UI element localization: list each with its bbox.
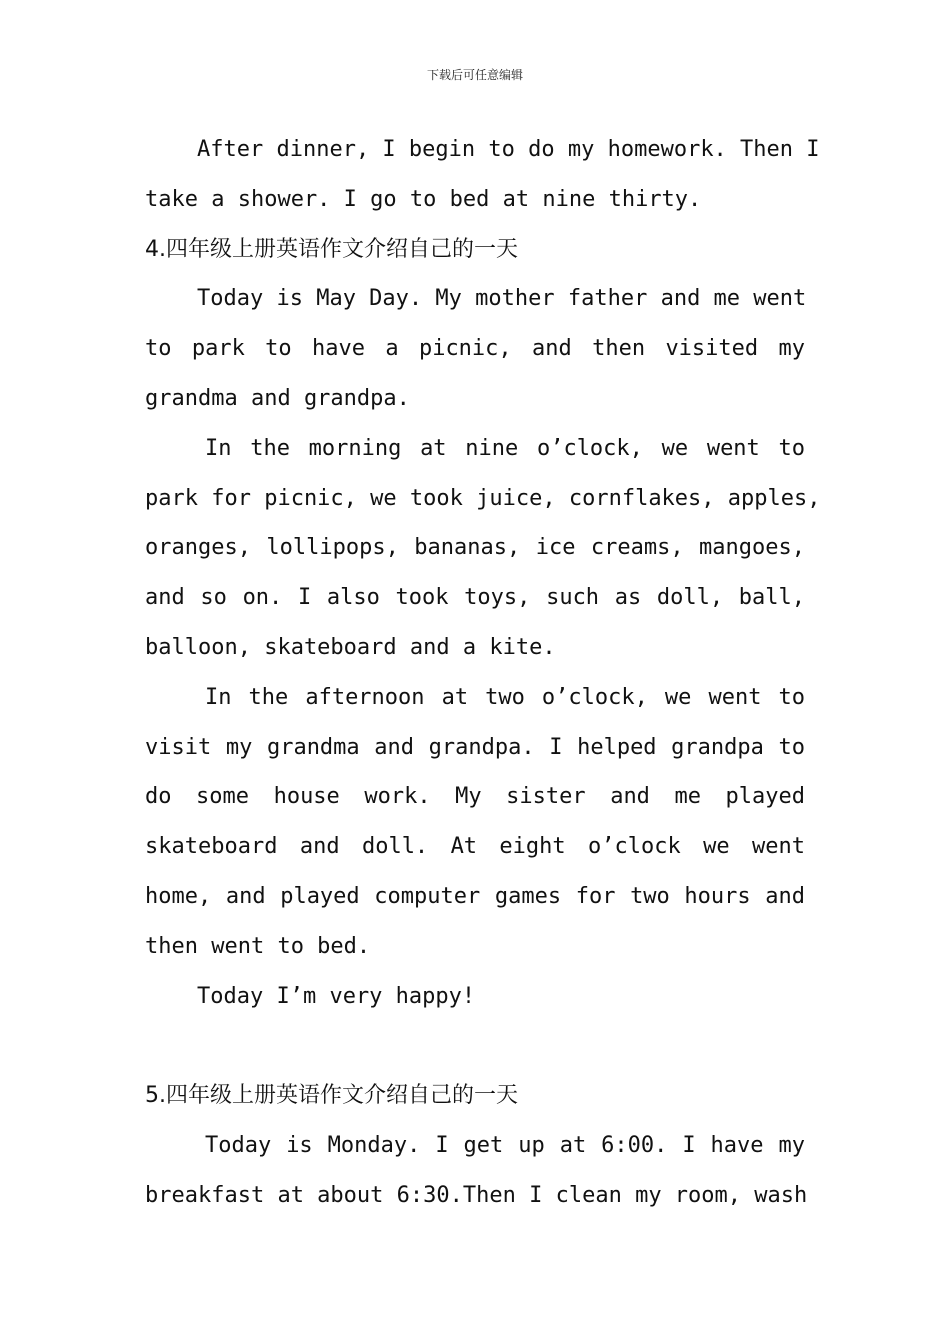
text-line: Today I’m very happy! bbox=[197, 983, 476, 1009]
text-line: visit my grandma and grandpa. I helped grandpa to bbox=[145, 734, 805, 760]
text-line: breakfast at about 6:30.Then I clean my room, wash bbox=[145, 1182, 808, 1208]
text-line: grandma and grandpa. bbox=[145, 385, 410, 411]
text-line: oranges, lollipops, bananas, ice creams, mangoes, bbox=[145, 535, 805, 561]
blank-line bbox=[145, 1021, 805, 1071]
text-line: and so on. I also took toys, such as doll, ball, bbox=[145, 585, 805, 611]
document-body bbox=[145, 125, 821, 1221]
text-line: In the morning at nine o’clock, we went to bbox=[205, 435, 805, 461]
text-line: balloon, skateboard and a kite. bbox=[145, 634, 556, 660]
text-line: After dinner, I begin to do my homework. Then I bbox=[197, 137, 820, 162]
text-line: take a shower. I go to bed at nine thirty. bbox=[145, 186, 702, 212]
text-line: then went to bed. bbox=[145, 933, 371, 959]
text-line: do some house work. My sister and me played bbox=[145, 784, 805, 810]
text-line: In the afternoon at two o’clock, we went to bbox=[205, 684, 805, 710]
section-heading: 5.四年级上册英语作文介绍自己的一天 bbox=[145, 1083, 518, 1109]
text-line: park for picnic, we took juice, cornflakes, apples, bbox=[145, 485, 821, 511]
section-heading: 4.四年级上册英语作文介绍自己的一天 bbox=[145, 236, 518, 262]
header-note: 下载后可任意编辑 bbox=[426, 68, 523, 82]
text-line: home, and played computer games for two hours and bbox=[145, 883, 805, 909]
text-line: Today is May Day. My mother father and me went bbox=[197, 286, 807, 312]
text-line: skateboard and doll. At eight o’clock we went bbox=[145, 834, 805, 860]
text-line: to park to have a picnic, and then visited my bbox=[145, 336, 805, 362]
text-line: Today is Monday. I get up at 6:00. I have my bbox=[205, 1132, 805, 1158]
